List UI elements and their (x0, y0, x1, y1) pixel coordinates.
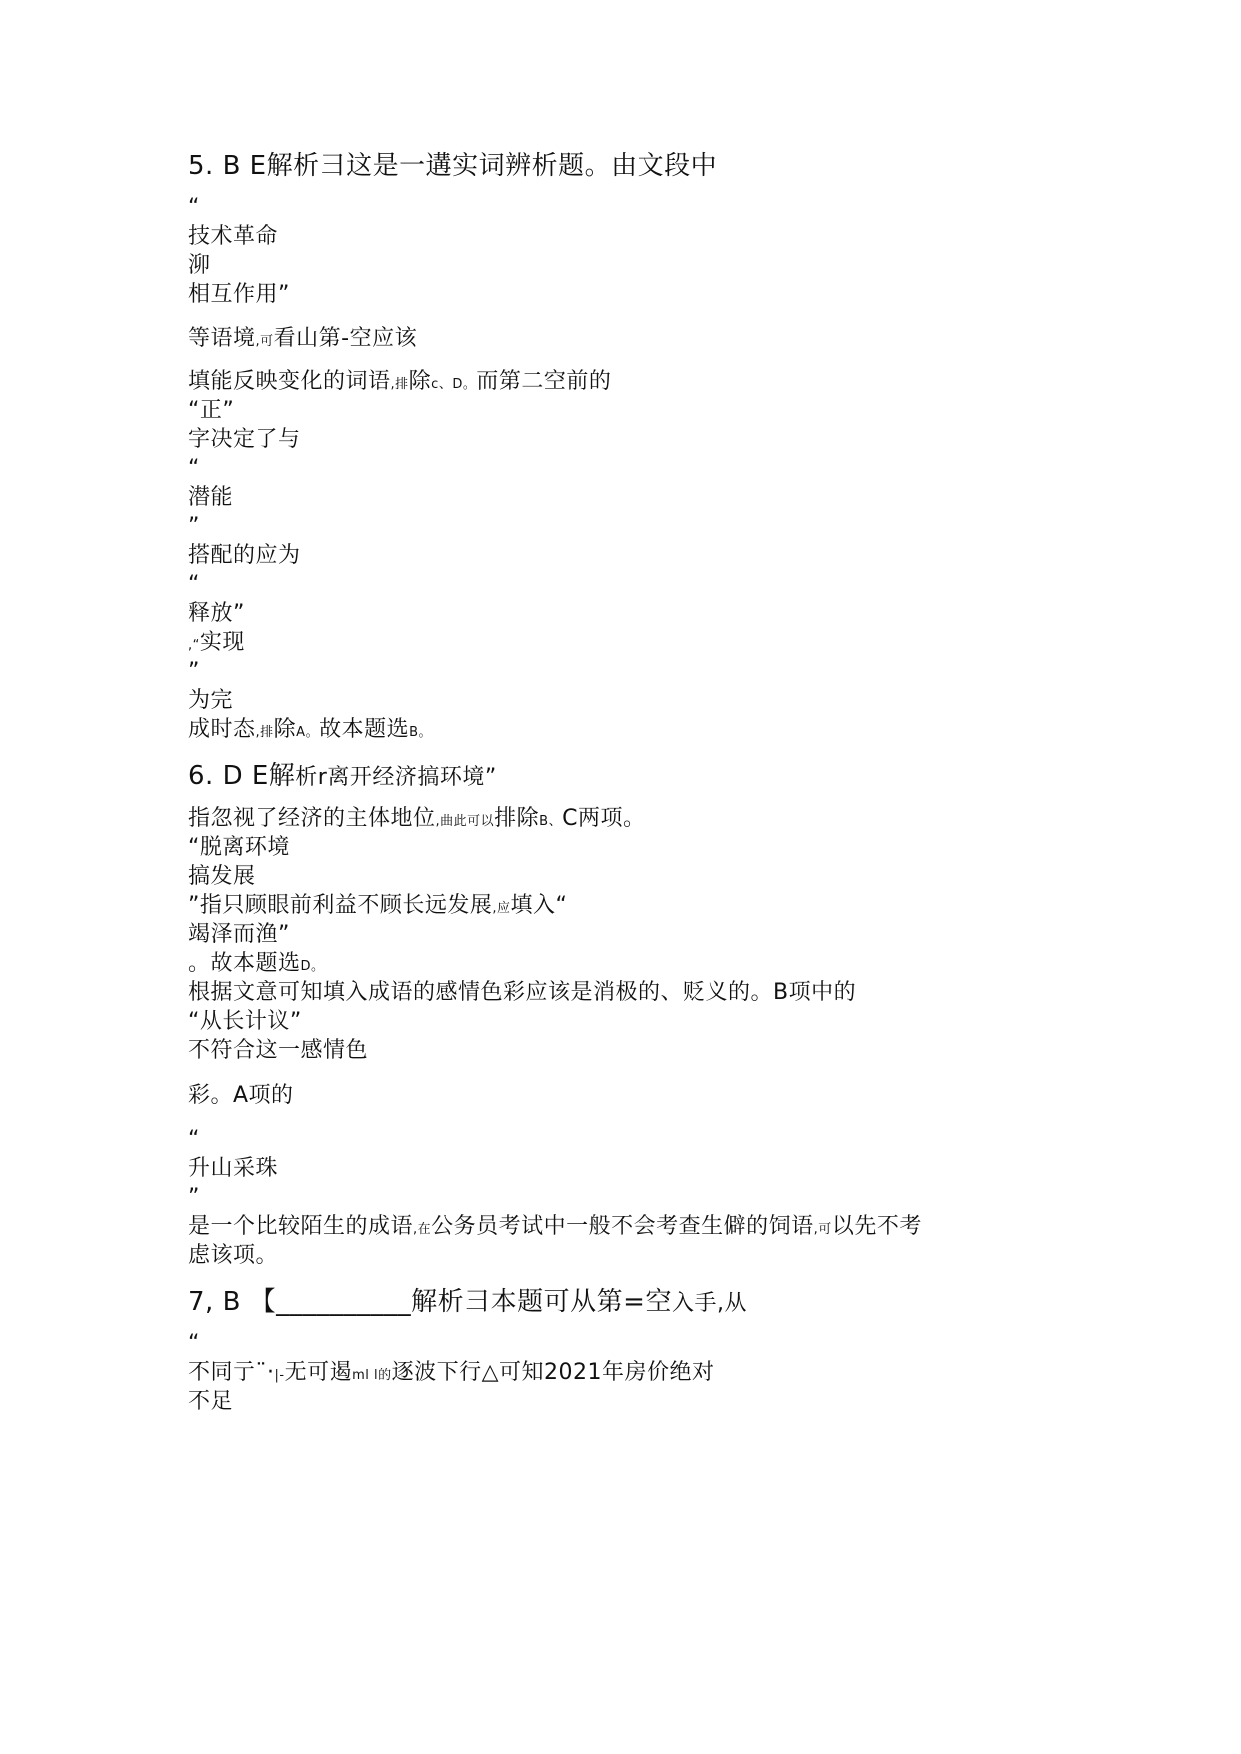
q6-line: 竭泽而渔” (188, 922, 290, 947)
q5-line: 字决定了与 (188, 427, 301, 452)
q6-line: 是一个比较陌生的成语,在公务员考试中一般不会考查生僻的饲语,可以先不考 (188, 1214, 922, 1239)
q5-line: 等语境,可看山第-空应该 (188, 326, 418, 351)
q5-heading: 5. B E解析彐这是一遘实词辨析题。由文段中 (188, 151, 718, 181)
q7-line: “ (188, 1331, 200, 1356)
q5-line: 为完 (188, 688, 234, 713)
q6-line: ” (188, 1185, 200, 1210)
q6-line: 搞发展 (188, 864, 256, 889)
q5-line: 技术革命 (188, 224, 279, 249)
q5-line: 成时态,排除A。故本题选B。 (188, 717, 433, 742)
q5-line: 搭配的应为 (188, 543, 301, 568)
q6-line: 虑该项。 (188, 1243, 279, 1268)
q7-heading: 7, B 【__________解析彐本题可从第=空入手,从 (188, 1287, 747, 1317)
q6-line: 升山采珠 (188, 1156, 279, 1181)
q5-line: ,“实现 (188, 630, 245, 655)
q5-line: 相互作用” (188, 282, 290, 307)
q5-line: “ (188, 195, 200, 220)
q5-line: ” (188, 514, 200, 539)
q6-line: 。故本题选D。 (188, 951, 325, 976)
q6-line: 根据文意可知填入成语的感情色彩应该是消极的、贬义的。B项中的 (188, 980, 857, 1005)
q5-line: 释放” (188, 601, 245, 626)
q6-line: 不符合这一感情色 (188, 1038, 369, 1063)
q5-line: “ (188, 456, 200, 481)
q5-line: 填能反映变化的词语,排除c、D。而第二空前的 (188, 369, 612, 394)
q7-line: 不足 (188, 1389, 234, 1414)
q5-line: 潜能 (188, 485, 234, 510)
q6-line: 指忽视了经济的主体地位,曲此可以排除B、C两项。 (188, 806, 646, 831)
q5-line: “正” (188, 398, 235, 423)
q6-line: “ (188, 1127, 200, 1152)
q5-line: 泖 (188, 253, 211, 278)
q6-line: ”指只顾眼前利益不顾长远发展,应填入“ (188, 893, 568, 918)
q6-line: “脱离环境 (188, 835, 290, 860)
q5-line: ” (188, 659, 200, 684)
q6-line: “从长计议” (188, 1009, 302, 1034)
q6-heading: 6. D E解析r离开经济搞环境” (188, 761, 497, 791)
q7-line: 不同亍¨·|-无可遏ml l的逐波下行△可知2021年房价绝对 (188, 1360, 715, 1385)
q6-line: 彩。A项的 (188, 1083, 294, 1108)
q5-line: “ (188, 572, 200, 597)
